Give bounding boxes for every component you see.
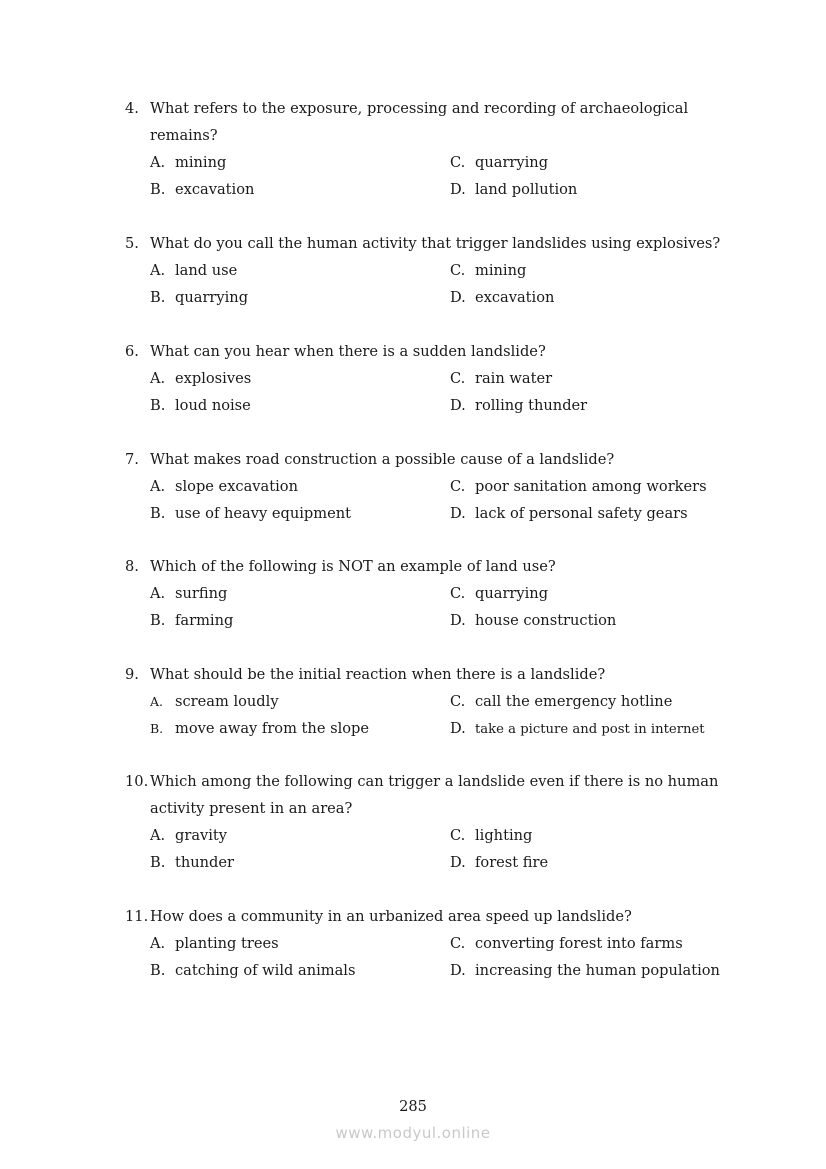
option-letter: C. bbox=[450, 370, 466, 387]
option-letter: D. bbox=[450, 181, 466, 198]
option-text: lack of personal safety gears bbox=[475, 505, 688, 522]
option-text: land pollution bbox=[475, 181, 578, 198]
option-letter: D. bbox=[450, 720, 466, 737]
option-letter: C. bbox=[450, 827, 466, 844]
option-text: rolling thunder bbox=[475, 397, 588, 414]
question-number: 10. bbox=[125, 773, 149, 790]
option-letter: B. bbox=[150, 612, 166, 629]
option-letter: B. bbox=[150, 289, 166, 306]
option-a bbox=[150, 473, 298, 500]
option-a bbox=[150, 930, 279, 957]
option-letter: D. bbox=[450, 505, 466, 522]
question-line bbox=[125, 338, 735, 365]
option-b bbox=[150, 284, 248, 311]
question-number: 8. bbox=[125, 558, 139, 575]
question-10 bbox=[125, 768, 735, 871]
option-letter: C. bbox=[450, 693, 466, 710]
option-letter: A. bbox=[150, 935, 166, 952]
question-number: 11. bbox=[125, 908, 149, 925]
option-text: excavation bbox=[475, 289, 555, 306]
option-letter: B. bbox=[150, 505, 166, 522]
question-text: How does a community in an urbanized area speed up landslide? bbox=[150, 908, 632, 925]
option-text: quarrying bbox=[175, 289, 249, 306]
option-text: mining bbox=[175, 154, 227, 171]
question-text: remains? bbox=[150, 127, 218, 144]
option-d bbox=[450, 500, 688, 527]
option-c bbox=[450, 365, 552, 392]
option-d bbox=[450, 715, 705, 742]
option-d bbox=[450, 176, 577, 203]
option-text: quarrying bbox=[475, 154, 549, 171]
question-11 bbox=[125, 903, 735, 979]
option-letter: B. bbox=[150, 181, 166, 198]
question-4 bbox=[125, 95, 735, 198]
option-text: planting trees bbox=[175, 935, 279, 952]
option-b bbox=[150, 715, 369, 742]
question-5 bbox=[125, 230, 735, 306]
question-text: What makes road construction a possible cause of a landslide? bbox=[150, 451, 615, 468]
option-text: explosives bbox=[175, 370, 252, 387]
option-letter: D. bbox=[450, 854, 466, 871]
option-d bbox=[450, 284, 554, 311]
option-c bbox=[450, 257, 526, 284]
option-letter: A. bbox=[150, 694, 164, 709]
option-c bbox=[450, 688, 672, 715]
option-a bbox=[150, 149, 226, 176]
option-b bbox=[150, 957, 355, 984]
option-text: surfing bbox=[175, 585, 228, 602]
option-text: slope excavation bbox=[175, 478, 298, 495]
question-line bbox=[125, 795, 735, 822]
option-b bbox=[150, 176, 254, 203]
option-text: thunder bbox=[175, 854, 235, 871]
question-text: Which of the following is NOT an example of land use? bbox=[150, 558, 556, 575]
option-letter: A. bbox=[150, 154, 166, 171]
option-c bbox=[450, 930, 683, 957]
question-text: activity present in an area? bbox=[150, 800, 353, 817]
option-text: mining bbox=[475, 262, 527, 279]
option-letter: C. bbox=[450, 935, 466, 952]
option-letter: A. bbox=[150, 370, 166, 387]
question-line bbox=[125, 661, 735, 688]
option-text: take a picture and post in internet bbox=[475, 722, 705, 737]
option-c bbox=[450, 473, 707, 500]
watermark: www.modyul.online bbox=[335, 1124, 491, 1142]
option-text: converting forest into farms bbox=[475, 935, 683, 952]
option-letter: D. bbox=[450, 962, 466, 979]
option-text: farming bbox=[175, 612, 234, 629]
option-c bbox=[450, 149, 548, 176]
option-c bbox=[450, 580, 548, 607]
option-text: excavation bbox=[175, 181, 255, 198]
question-text: What do you call the human activity that trigger landslides using explosives? bbox=[150, 235, 721, 252]
option-d bbox=[450, 607, 616, 634]
option-letter: B. bbox=[150, 854, 166, 871]
question-line bbox=[125, 903, 735, 930]
option-letter: D. bbox=[450, 289, 466, 306]
option-b bbox=[150, 849, 234, 876]
option-text: catching of wild animals bbox=[175, 962, 356, 979]
option-text: increasing the human population bbox=[475, 962, 720, 979]
option-text: land use bbox=[175, 262, 238, 279]
option-letter: D. bbox=[450, 612, 466, 629]
question-line bbox=[125, 95, 735, 122]
option-b bbox=[150, 607, 233, 634]
option-letter: C. bbox=[450, 585, 466, 602]
question-8 bbox=[125, 553, 735, 629]
option-text: gravity bbox=[175, 827, 228, 844]
question-line bbox=[125, 122, 735, 149]
question-number: 6. bbox=[125, 343, 139, 360]
question-text: What refers to the exposure, processing and recording of archaeological bbox=[150, 100, 689, 117]
question-line bbox=[125, 446, 735, 473]
question-line bbox=[125, 768, 735, 795]
question-line bbox=[125, 553, 735, 580]
question-number: 9. bbox=[125, 666, 139, 683]
page-number: 285 bbox=[399, 1098, 427, 1115]
option-text: loud noise bbox=[175, 397, 251, 414]
option-letter: B. bbox=[150, 721, 164, 736]
option-letter: B. bbox=[150, 397, 166, 414]
question-7 bbox=[125, 446, 735, 522]
option-letter: C. bbox=[450, 154, 466, 171]
question-text: Which among the following can trigger a landslide even if there is no human bbox=[150, 773, 719, 790]
question-line bbox=[125, 230, 735, 257]
question-text: What should be the initial reaction when there is a landslide? bbox=[150, 666, 606, 683]
option-letter: C. bbox=[450, 478, 466, 495]
option-letter: D. bbox=[450, 397, 466, 414]
option-c bbox=[450, 822, 532, 849]
option-text: call the emergency hotline bbox=[475, 693, 673, 710]
option-a bbox=[150, 688, 279, 715]
option-d bbox=[450, 849, 548, 876]
option-d bbox=[450, 392, 587, 419]
option-text: poor sanitation among workers bbox=[475, 478, 707, 495]
question-number: 7. bbox=[125, 451, 139, 468]
option-letter: B. bbox=[150, 962, 166, 979]
option-letter: A. bbox=[150, 585, 166, 602]
option-text: move away from the slope bbox=[175, 720, 370, 737]
option-text: house construction bbox=[475, 612, 617, 629]
option-a bbox=[150, 365, 251, 392]
question-9 bbox=[125, 661, 735, 737]
option-letter: A. bbox=[150, 478, 166, 495]
option-d bbox=[450, 957, 720, 984]
question-number: 4. bbox=[125, 100, 139, 117]
option-b bbox=[150, 392, 251, 419]
option-text: rain water bbox=[475, 370, 553, 387]
option-text: use of heavy equipment bbox=[175, 505, 351, 522]
question-text: What can you hear when there is a sudden landslide? bbox=[150, 343, 546, 360]
option-a bbox=[150, 257, 237, 284]
option-letter: C. bbox=[450, 262, 466, 279]
option-text: forest fire bbox=[475, 854, 549, 871]
option-a bbox=[150, 580, 227, 607]
option-a bbox=[150, 822, 227, 849]
option-text: scream loudly bbox=[175, 693, 279, 710]
question-number: 5. bbox=[125, 235, 139, 252]
question-6 bbox=[125, 338, 735, 414]
option-letter: A. bbox=[150, 827, 166, 844]
option-letter: A. bbox=[150, 262, 166, 279]
option-text: lighting bbox=[475, 827, 533, 844]
option-text: quarrying bbox=[475, 585, 549, 602]
option-b bbox=[150, 500, 351, 527]
